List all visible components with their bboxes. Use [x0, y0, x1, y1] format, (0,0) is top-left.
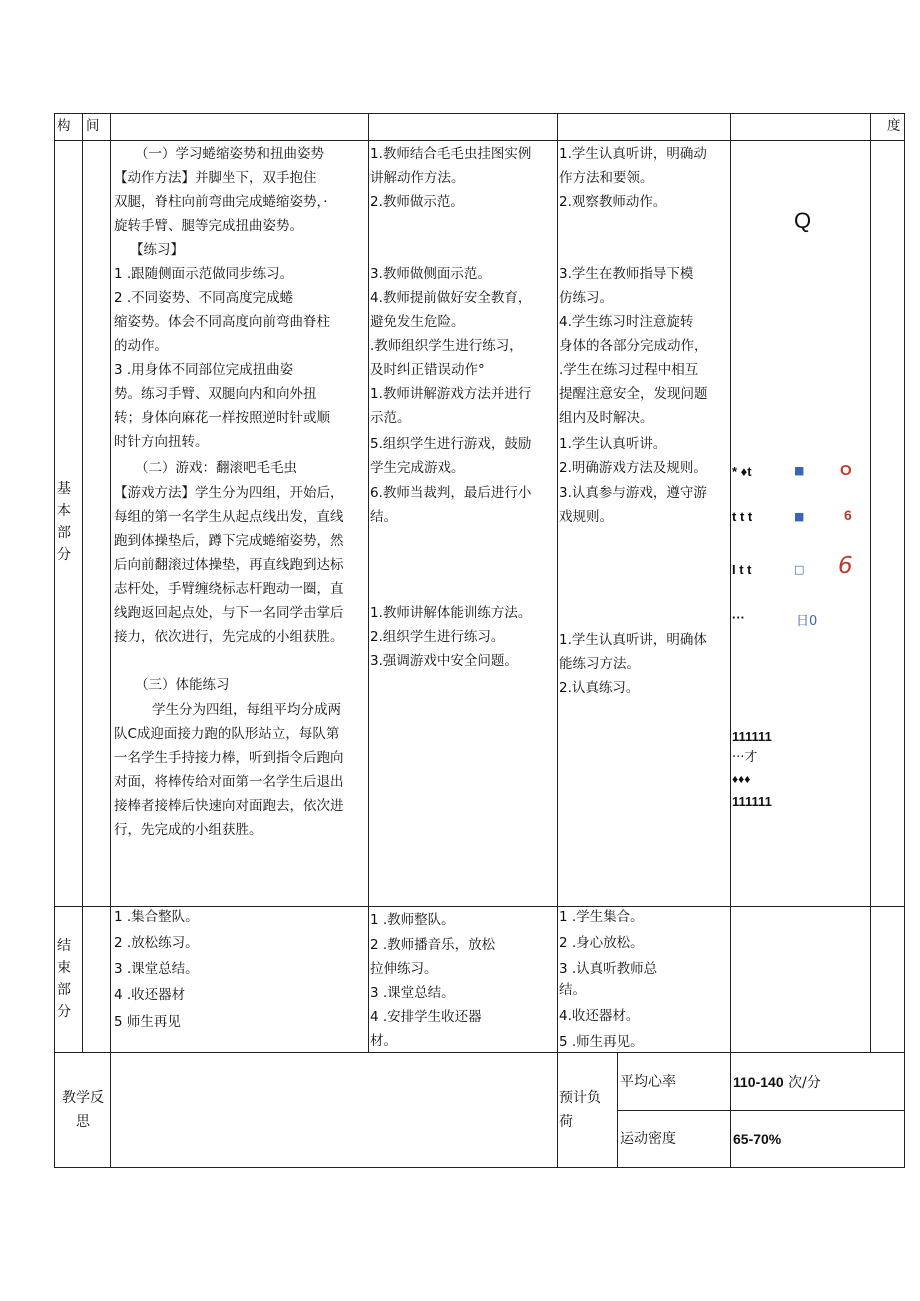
- density-label: 运动密度: [620, 1131, 676, 1147]
- header-col2: 间: [86, 118, 100, 134]
- student-line: 1.学生认真听讲，明确动: [559, 146, 707, 162]
- content-line: （三）体能练习: [135, 677, 230, 693]
- content-line: 3 .用身体不同部位完成扭曲姿: [114, 362, 294, 378]
- student-line: 组内及时解决。: [559, 410, 654, 426]
- content-line: 【动作方法】并脚坐下，双手抱住: [114, 170, 317, 186]
- teacher-line: 3.教师做侧面示范。: [370, 266, 491, 282]
- end-teacher-line: 拉伸练习。: [370, 961, 438, 977]
- diagram-row1-square: ■: [794, 464, 805, 477]
- content-line: 【练习】: [130, 242, 184, 258]
- end-student-line: 1 .学生集合。: [559, 909, 644, 925]
- diagram-row3-square: □: [794, 563, 805, 576]
- content-line: 转；身体向麻花一样按照逆时针或顺: [114, 410, 330, 426]
- end-student-line: 4.收还器材。: [559, 1008, 640, 1024]
- heart-rate-value: 110-140: [733, 1074, 784, 1090]
- col-line-2: [110, 113, 111, 1168]
- end-content-line: 2 .放松练习。: [114, 935, 199, 951]
- teacher-line: 学生完成游戏。: [370, 460, 465, 476]
- content-line: （二）游戏：翻滚吧毛毛虫: [135, 460, 297, 476]
- end-teacher-line: 1 .教师整队。: [370, 912, 455, 928]
- student-line: 1.学生认真听讲。: [559, 436, 667, 452]
- rule-bottom: [54, 1167, 905, 1168]
- header-col1: 构: [57, 118, 71, 134]
- content-line: 跑到体操垫后，蹲下完成蜷缩姿势，然: [114, 533, 344, 549]
- col-line-right: [904, 113, 905, 1168]
- content-line: 势。练习手臂、双腿向内和向外扭: [114, 386, 317, 402]
- end-student-line: 2 .身心放松。: [559, 935, 644, 951]
- content-line: 旋转手臂、腿等完成扭曲姿势。: [114, 218, 303, 234]
- student-line: 身体的各部分完成动作，: [559, 338, 708, 354]
- rule-top: [54, 113, 905, 114]
- content-line: 线跑返回起点处，与下一名同学击掌后: [114, 605, 344, 621]
- rule-header: [54, 140, 905, 141]
- col-line-4: [557, 113, 558, 1168]
- content-line: 双腿，脊柱向前弯曲完成蜷缩姿势，·: [114, 194, 328, 210]
- end-content-line: 4 .收还器材: [114, 987, 186, 1003]
- content-line: 【游戏方法】学生分为四组，开始后，: [114, 485, 344, 501]
- student-line: 能练习方法。: [559, 656, 640, 672]
- diagram-formation-line1: 111111: [732, 729, 772, 744]
- teacher-line: 结。: [370, 509, 397, 525]
- end-content-line: 5 师生再见: [114, 1014, 181, 1030]
- reflection-label: 教学反思: [62, 1090, 104, 1130]
- content-line: 后向前翻滚过体操垫，再直线跑到达标: [114, 557, 344, 573]
- student-line: 1.学生认真听讲，明确体: [559, 632, 707, 648]
- content-line: 接棒者接棒后快速向对面跑去，依次进: [114, 798, 344, 814]
- diagram-row1-end: O: [840, 462, 852, 479]
- content-line: 志杆处，手臂缠绕标志杆跑动一圈，直: [114, 581, 344, 597]
- teacher-line: 及时纠正错误动作°: [370, 362, 485, 378]
- diagram-formation-line3: ♦♦♦: [732, 772, 751, 786]
- rule-load-mid: [617, 1110, 905, 1111]
- end-teacher-line: 4 .安排学生收还器: [370, 1009, 482, 1025]
- student-line: .学生在练习过程中相互: [559, 362, 699, 378]
- content-line: 接力，依次进行，先完成的小组获胜。: [114, 629, 344, 645]
- heart-rate-label: 平均心率: [620, 1074, 676, 1090]
- diagram-q: Q: [794, 208, 812, 233]
- teacher-line: 示范。: [370, 410, 411, 426]
- diagram-row3-marks: I t t: [732, 562, 752, 577]
- header-last: 度: [887, 118, 901, 134]
- end-teacher-line: 3 .课堂总结。: [370, 985, 455, 1001]
- content-line: 1 .跟随侧面示范做同步练习。: [114, 266, 294, 282]
- heart-rate-unit: 次/分: [788, 1075, 821, 1091]
- teacher-line: 5.组织学生进行游戏，鼓励: [370, 436, 532, 452]
- end-student-line: 结。: [559, 982, 586, 998]
- teacher-line: 避免发生危险。: [370, 314, 465, 330]
- col-line-5: [617, 1052, 618, 1168]
- student-line: 3.学生在教师指导下模: [559, 266, 694, 282]
- end-student-line: 5 .师生再见。: [559, 1034, 644, 1050]
- content-line: 2 .不同姿势、不同高度完成蜷: [114, 290, 294, 306]
- end-content-line: 1 .集合整队。: [114, 909, 199, 925]
- content-line: （一）学习蜷缩姿势和扭曲姿势: [135, 146, 324, 162]
- col-line-3: [368, 113, 369, 1053]
- diagram-formation-line4: 111111: [732, 794, 772, 809]
- student-line: 作方法和要领。: [559, 170, 654, 186]
- rule-end-end: [54, 1052, 905, 1053]
- content-line: 队C成迎面接力跑的队形站立，每队第: [114, 726, 340, 742]
- diagram-row4-label: 日0: [796, 614, 818, 629]
- end-teacher-line: 材。: [370, 1033, 397, 1049]
- student-line: 提醒注意安全，发现问题: [559, 386, 708, 402]
- density-value: 65-70%: [733, 1131, 782, 1147]
- content-line: 一名学生手持接力棒，听到指令后跑向: [114, 750, 344, 766]
- content-line: 学生分为四组，每组平均分成两: [152, 702, 341, 718]
- diagram-row2-square: ■: [794, 510, 805, 523]
- teacher-line: 2.教师做示范。: [370, 194, 464, 210]
- student-line: 戏规则。: [559, 509, 613, 525]
- content-line: 每组的第一名学生从起点线出发，直线: [114, 509, 344, 525]
- end-teacher-line: 2 .教师播音乐，放松: [370, 937, 496, 953]
- teacher-line: .教师组织学生进行练习，: [370, 338, 523, 354]
- teacher-line: 讲解动作方法。: [370, 170, 465, 186]
- diagram-row1-marks: * ♦t: [732, 464, 752, 479]
- student-line: 2.明确游戏方法及规则。: [559, 460, 707, 476]
- diagram-formation-line2: ···才: [732, 750, 758, 765]
- col-line-1: [82, 113, 83, 1053]
- col-line-6: [730, 113, 731, 1168]
- end-student-line: 3 .认真听教师总: [559, 961, 658, 977]
- teacher-line: 2.组织学生进行练习。: [370, 629, 505, 645]
- heart-rate-value-group: [733, 1070, 821, 1095]
- end-section-label: 结束部分: [57, 938, 71, 1020]
- teacher-line: 1.教师结合毛毛虫挂图实例: [370, 146, 532, 162]
- student-line: 仿练习。: [559, 290, 613, 306]
- content-line: 对面，将棒传给对面第一名学生后退出: [114, 774, 344, 790]
- diagram-row2-marks: t t t: [732, 509, 753, 524]
- col-line-7: [870, 113, 871, 1053]
- student-line: 2.观察教师动作。: [559, 194, 667, 210]
- student-line: 4.学生练习时注意旋转: [559, 314, 694, 330]
- content-line: 时针方向扭转。: [114, 434, 209, 450]
- diagram-row2-end: 6: [844, 507, 852, 523]
- student-line: 3.认真参与游戏，遵守游: [559, 485, 707, 501]
- diagram-row4-marks: ···: [732, 610, 745, 625]
- teacher-line: 1.教师讲解体能训练方法。: [370, 605, 532, 621]
- end-content-line: 3 .课堂总结。: [114, 961, 199, 977]
- teacher-line: 3.强调游戏中安全问题。: [370, 653, 518, 669]
- diagram-row3-end: 6: [838, 553, 853, 579]
- content-line: 缩姿势。体会不同高度向前弯曲脊柱: [114, 314, 330, 330]
- teacher-line: 1.教师讲解游戏方法并进行: [370, 386, 532, 402]
- load-label: 预计负荷: [559, 1090, 601, 1130]
- main-section-label: 基本部分: [57, 481, 71, 563]
- student-line: 2.认真练习。: [559, 680, 640, 696]
- teacher-line: 6.教师当裁判，最后进行小: [370, 485, 532, 501]
- content-line: 的动作。: [114, 338, 168, 354]
- content-line: 行，先完成的小组获胜。: [114, 822, 263, 838]
- teacher-line: 4.教师提前做好安全教育，: [370, 290, 532, 306]
